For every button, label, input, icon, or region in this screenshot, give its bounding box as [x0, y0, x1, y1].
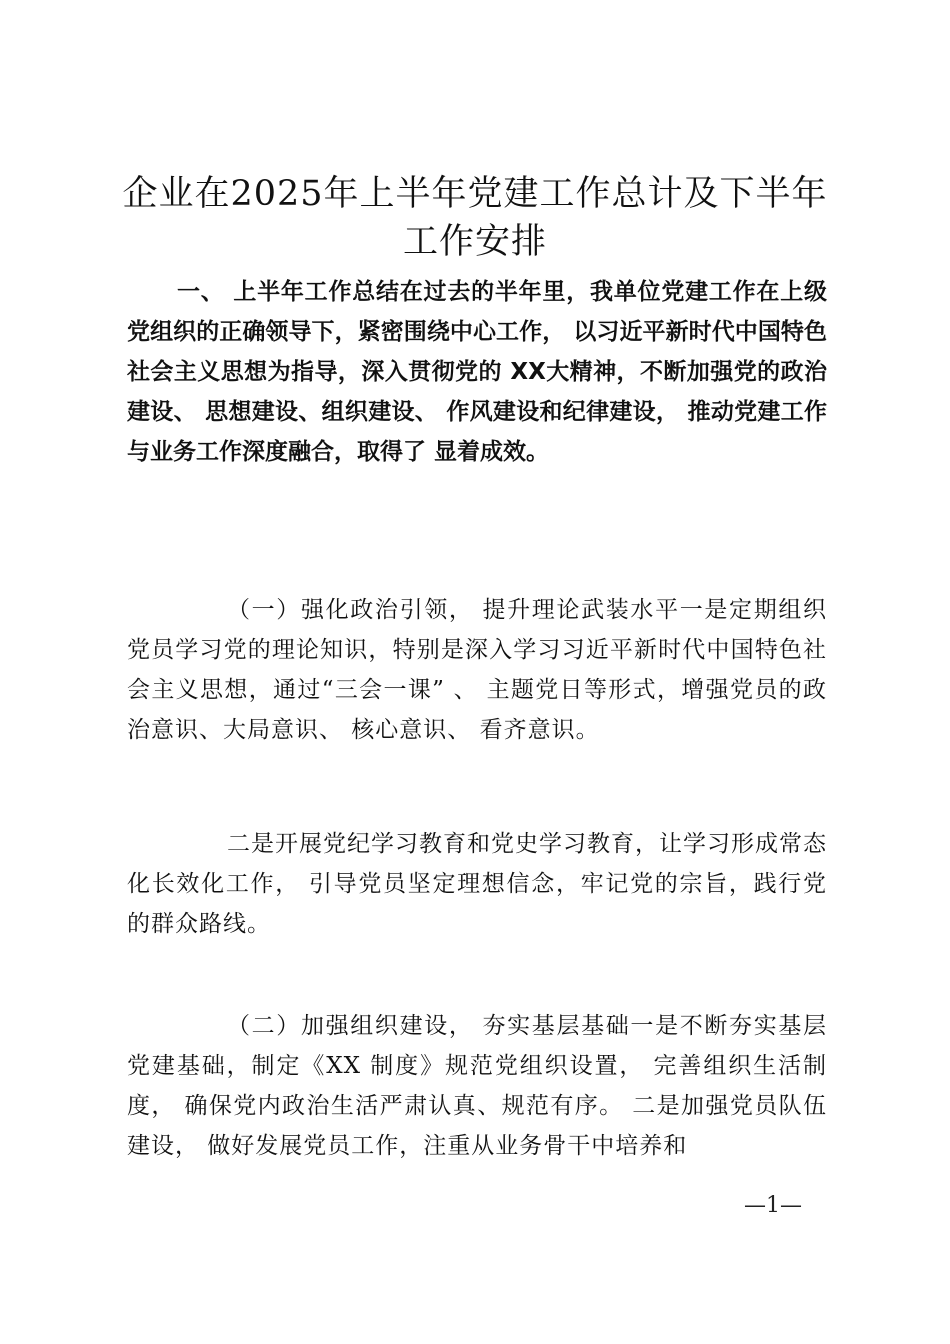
paragraph-discipline-education: 二是开展党纪学习教育和党史学习教育，让学习形成常态化长效化工作， 引导党员坚定理想信念，牢记党的宗旨，践行党的群众路线。	[127, 831, 827, 937]
paragraph-political-leadership: （一）强化政治引领， 提升理论武装水平一是定期组织党员学习党的理论知识，特别是深入学习习近平新时代中国特色社会主义思想，通过“三会一课” 、 主题党日等形式，增强党员的政治意识、大局意识、 核心意识、 看齐意识。	[127, 597, 827, 743]
page-number: —1—	[744, 1193, 802, 1218]
document-title: 企业在2025年上半年党建工作总计及下半年工作安排	[122, 174, 828, 262]
paragraph-organization-building: （二）加强组织建设， 夯实基层基础一是不断夯实基层党建基础，制定《XX 制度》规范党组织设置， 完善组织生活制度， 确保党内政治生活严肃认真、规范有序。 二是加强党员队伍建设， 做好发展党员工作，注重从业务骨干中培养和	[127, 1013, 827, 1159]
paragraph-summary: 一、 上半年工作总结在过去的半年里，我单位党建工作在上级党组织的正确领导下，紧密围绕中心工作， 以习近平新时代中国特色社会主义思想为指导，深入贯彻党的 XX大精神，不断加强党的政治建设、 思想建设、组织建设、 作风建设和纪律建设， 推动党建工作与业务工作深度融合，取得了 显着成效。	[127, 279, 827, 465]
